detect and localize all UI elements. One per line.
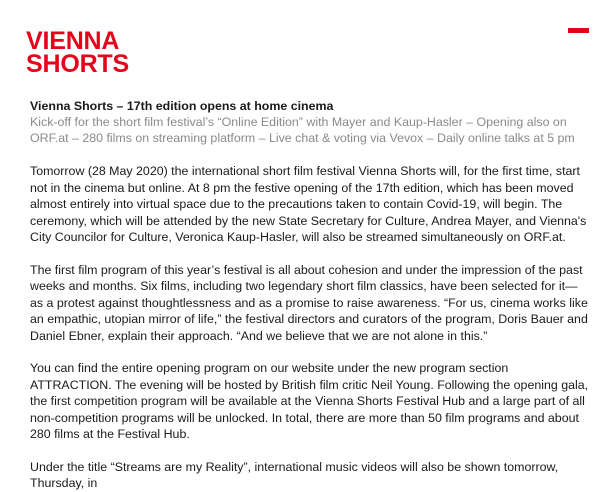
red-accent-bar xyxy=(568,28,589,33)
article-body xyxy=(30,98,590,492)
paragraph-4: Under the title “Streams are my Reality”, international music videos will also be shown tomorrow, Thursday, in xyxy=(30,459,559,490)
paragraph-3: You can find the entire opening program on our website under the new program section ATTRACTION. The evening will be hosted by British film critic Neil Young. Following the opening gala, the first competition program will be available at the Vienna Shorts Festival Hub and a large part of all non-competition programs will be unlocked. In total, there are more than 50 film programs and about 280 films at the Festival Hub. xyxy=(30,361,589,441)
article-headline: Vienna Shorts – 17th edition opens at home cinema xyxy=(30,99,334,113)
logo-line-1: VIENNA xyxy=(26,27,120,55)
paragraph-2: The first film program of this year’s festival is all about cohesion and under the impression of the past weeks and months. Six films, including two legendary short film classics, have been selected for it—as a protest against thoughtlessness and as a promise to raise awareness. “For us, cinema works like an empathic, utopian mirror of life,” the festival directors and curators of the program, Doris Bauer and Daniel Ebner, explain their approach. “And we believe that we are not alone in this.” xyxy=(30,262,588,343)
article-subhead: Kick-off for the short film festival’s “Online Edition” with Mayer and Kaup-Hasler – Opening also on ORF.at – 280 films on streaming platform – Live chat & voting via Vevox – Daily online talks at 5 pm xyxy=(30,115,575,145)
logo-line-2: SHORTS xyxy=(26,50,129,78)
vienna-shorts-logo xyxy=(26,27,129,78)
paragraph-1: Tomorrow (28 May 2020) the international short film festival Vienna Shorts will, for the first time, start not in the cinema but online. At 8 pm the festive opening of the 17th edition, which has been moved almost entirely into virtual space due to the precautions taken to contain Covid-19, will begin. The ceremony, which will be attended by the new State Secretary for Culture, Andrea Mayer, and Vienna's City Councilor for Culture, Veronica Kaup-Hasler, will also be streamed simultaneously on ORF.at. xyxy=(30,164,587,244)
